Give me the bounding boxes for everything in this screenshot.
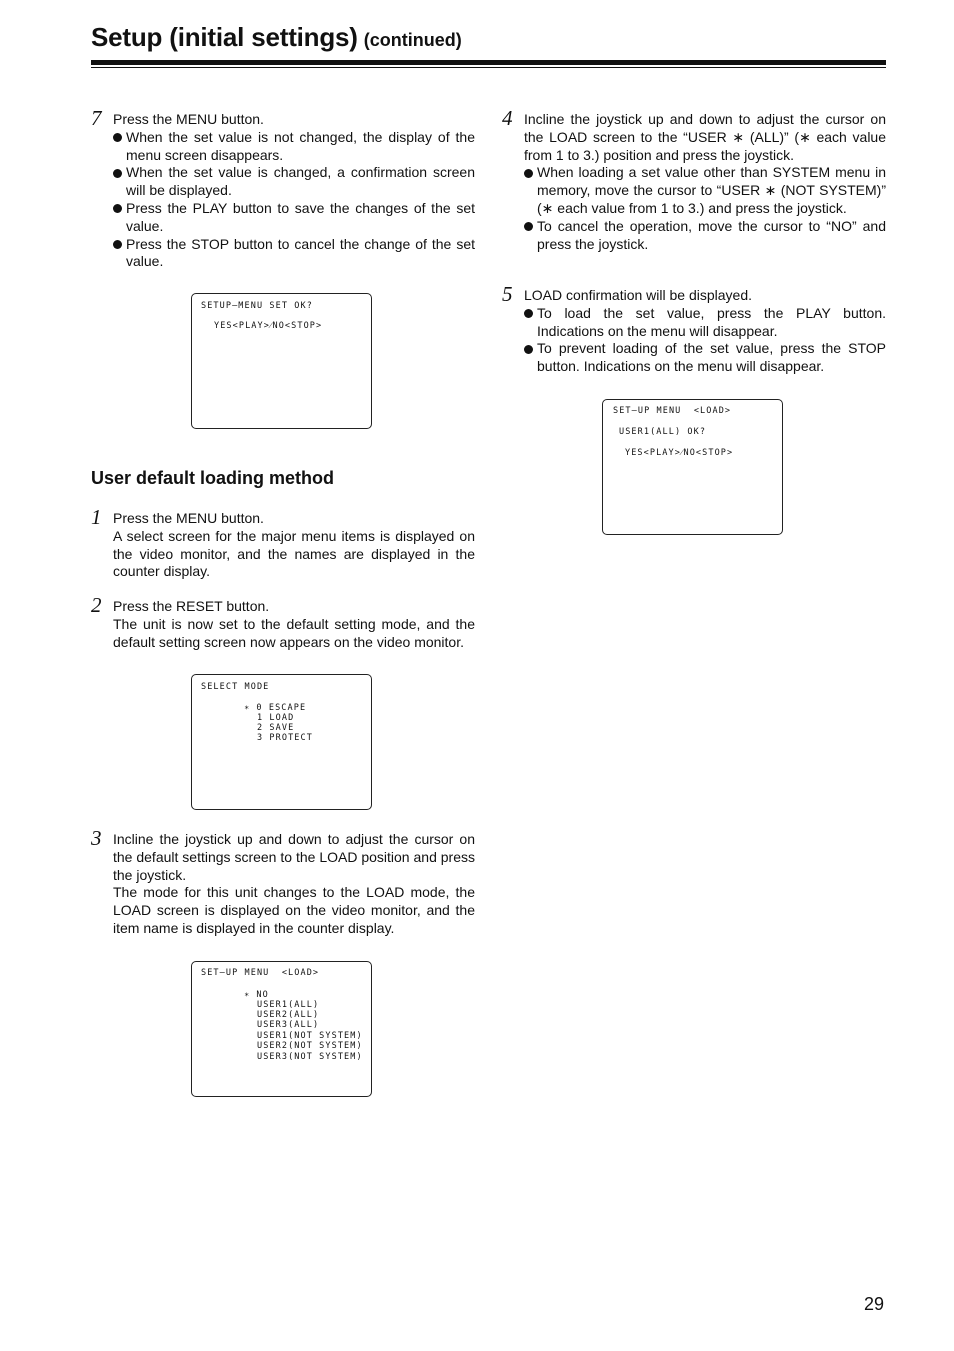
screen-line: USER1(NOT SYSTEM)	[257, 1031, 363, 1041]
step-5-number: 5	[502, 282, 513, 306]
screen-line: 2 SAVE	[257, 723, 295, 733]
step-2-number: 2	[91, 593, 102, 617]
header-rule-thin	[91, 67, 886, 68]
section-heading: User default loading method	[91, 468, 335, 488]
step-7-lead: Press the MENU button.	[113, 111, 264, 127]
screen-line: YES<PLAY>⁄NO<STOP>	[214, 321, 323, 331]
page-title-main: Setup (initial settings)	[91, 22, 358, 52]
step-4-text	[524, 111, 886, 253]
screen-line: USER2(ALL)	[257, 1010, 320, 1020]
screen-line: 1 LOAD	[257, 713, 295, 723]
step-2-body: The unit is now set to the default setting mode, and the default setting screen now appears on the video monitor.	[113, 615, 475, 650]
screen-line: SET–UP MENU <LOAD>	[201, 968, 320, 978]
step-3-number: 3	[91, 826, 102, 850]
step-7-text	[113, 111, 475, 271]
step-1-body: A select screen for the major menu items is displayed on the video monitor, and the names are displayed in the counter display.	[113, 527, 475, 580]
step-4-lead: Incline the joystick up and down to adjust the cursor on the LOAD screen to the “USER ∗ (ALL)” (∗ each value from 1 to 3.) position and press the joystick.	[524, 111, 886, 163]
step-7-number: 7	[91, 106, 102, 130]
step-5-text	[524, 287, 886, 376]
screen-line: SELECT MODE	[201, 682, 270, 692]
step-1-number: 1	[91, 505, 102, 529]
step-7-bullet-1: When the set value is not changed, the display of the menu screen disappears.	[113, 129, 475, 165]
monitor-screen-load-confirm	[602, 399, 783, 535]
screen-line: USER3(NOT SYSTEM)	[257, 1052, 363, 1062]
screen-line: USER1(ALL)	[257, 1000, 320, 1010]
page-title-continued: (continued)	[363, 30, 462, 50]
screen-line: ∗ 0 ESCAPE	[244, 703, 307, 713]
step-1-text	[113, 510, 475, 581]
screen-line: USER1(ALL) OK?	[619, 427, 707, 437]
monitor-screen-load-menu	[191, 961, 372, 1097]
screen-line: USER3(ALL)	[257, 1020, 320, 1030]
monitor-screen-select-mode	[191, 674, 372, 810]
step-7-bullets	[113, 129, 475, 271]
step-1-lead: Press the MENU button.	[113, 510, 264, 526]
step-4-bullet-1: When loading a set value other than SYSTEM menu in memory, move the cursor to “USER ∗ (NOT SYSTEM)” (∗ each value from 1 to 3.) and press the joystick.	[524, 164, 886, 217]
screen-line: 3 PROTECT	[257, 733, 313, 743]
step-7-bullet-4: Press the STOP button to cancel the change of the set value.	[113, 236, 475, 272]
page-title	[91, 22, 462, 53]
step-4-bullets	[524, 164, 886, 253]
step-2-text	[113, 598, 475, 651]
screen-line: SETUP–MENU SET OK?	[201, 301, 313, 311]
step-5-lead: LOAD confirmation will be displayed.	[524, 287, 752, 303]
screen-line: USER2(NOT SYSTEM)	[257, 1041, 363, 1051]
step-4-bullet-2: To cancel the operation, move the cursor to “NO” and press the joystick.	[524, 218, 886, 254]
screen-line: YES<PLAY>⁄NO<STOP>	[625, 448, 734, 458]
page-number: 29	[864, 1294, 885, 1314]
step-7-bullet-3: Press the PLAY button to save the changes of the set value.	[113, 200, 475, 236]
screen-line: ∗ NO	[244, 990, 269, 1000]
step-7-bullet-2: When the set value is changed, a confirmation screen will be displayed.	[113, 164, 475, 200]
step-2-lead: Press the RESET button.	[113, 598, 270, 614]
screen-line: SET–UP MENU <LOAD>	[613, 406, 732, 416]
step-5-bullets	[524, 305, 886, 376]
header-rule-thick	[91, 60, 886, 65]
step-3-lead: Incline the joystick up and down to adjust the cursor on the default settings screen to the LOAD position and press the joystick.	[113, 831, 475, 883]
step-4-number: 4	[502, 106, 513, 130]
monitor-screen-setup-ok	[191, 293, 372, 429]
step-5-bullet-2: To prevent loading of the set value, press the STOP button. Indications on the menu will disappear.	[524, 340, 886, 376]
step-3-text	[113, 831, 475, 938]
step-5-bullet-1: To load the set value, press the PLAY button. Indications on the menu will disappear.	[524, 305, 886, 341]
step-3-body: The mode for this unit changes to the LOAD mode, the LOAD screen is displayed on the video monitor, and the item name is displayed in the counter display.	[113, 884, 475, 936]
